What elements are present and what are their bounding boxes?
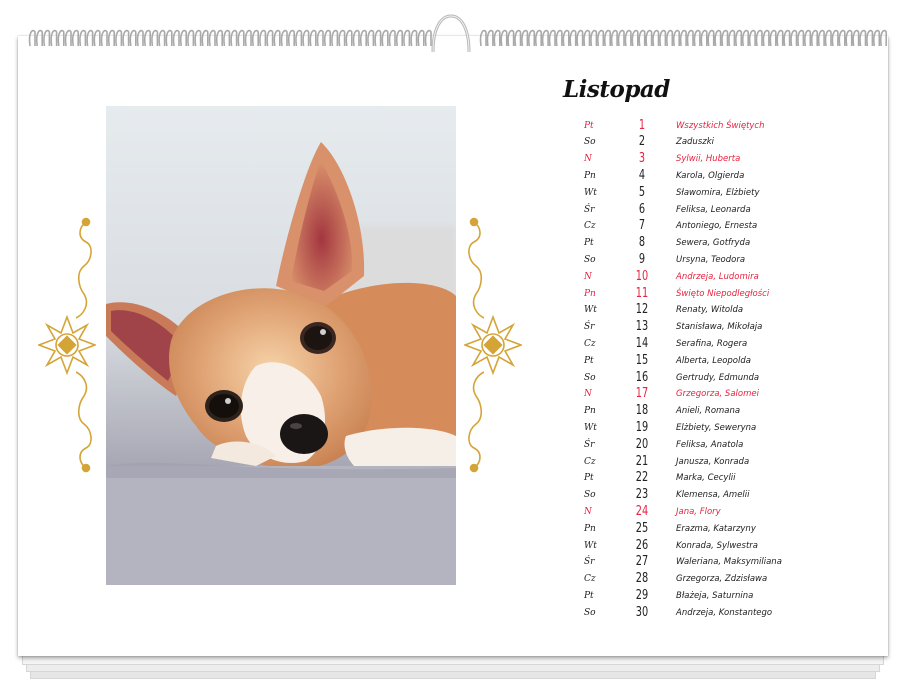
day-number: 17: [635, 386, 649, 402]
weekday-label: Wt: [584, 540, 597, 551]
hanger-hook: [428, 12, 474, 56]
weekday-label: Cz: [584, 338, 596, 349]
day-number: 29: [635, 587, 649, 603]
name-day-label: Klemensa, Amelii: [676, 490, 750, 501]
weekday-label: Pn: [584, 288, 596, 299]
day-number: 10: [635, 268, 649, 284]
name-day-label: Grzegorza, Salomei: [676, 389, 759, 400]
weekday-label: Pt: [584, 590, 594, 601]
day-row: [580, 470, 880, 487]
weekday-label: N: [584, 389, 592, 400]
day-row: [580, 588, 880, 605]
weekday-label: Pt: [584, 120, 594, 131]
name-day-label: Karola, Olgierda: [676, 170, 745, 181]
name-day-label: Anieli, Romana: [676, 406, 741, 417]
day-row: [580, 571, 880, 588]
day-row: [580, 252, 880, 269]
day-number: 28: [635, 571, 649, 587]
day-number: 25: [635, 520, 649, 536]
name-day-label: Konrada, Sylwestra: [676, 540, 759, 551]
day-row: [580, 370, 880, 387]
weekday-label: Wt: [584, 422, 597, 433]
day-number: 18: [635, 403, 649, 419]
day-number: 2: [638, 134, 646, 150]
weekday-label: N: [584, 506, 592, 517]
day-number: 26: [635, 537, 649, 553]
name-day-label: Alberta, Leopolda: [676, 355, 751, 366]
weekday-label: Śr: [584, 557, 595, 568]
day-row: [580, 235, 880, 252]
weekday-label: Wt: [584, 305, 597, 316]
weekday-label: So: [584, 254, 596, 265]
name-day-label: Sylwii, Huberta: [676, 154, 741, 165]
day-row: [580, 605, 880, 622]
day-number: 6: [638, 201, 646, 217]
name-day-label: Andrzeja, Konstantego: [676, 607, 773, 618]
name-day-label: Feliksa, Leonarda: [676, 204, 751, 215]
day-row: [580, 487, 880, 504]
name-day-label: Marka, Cecylii: [676, 473, 736, 484]
name-day-label: Andrzeja, Ludomira: [676, 271, 759, 282]
day-row: [580, 403, 880, 420]
name-day-label: Stanisława, Mikołaja: [676, 322, 763, 333]
day-number: 16: [635, 369, 649, 385]
gold-ornament-left: [38, 214, 96, 476]
name-day-label: Sławomira, Elżbiety: [676, 187, 760, 198]
day-number: 7: [638, 218, 646, 234]
weekday-label: So: [584, 372, 596, 383]
name-day-label: Święto Niepodległości: [676, 288, 770, 299]
day-row: [580, 336, 880, 353]
day-row: [580, 504, 880, 521]
day-row: [580, 218, 880, 235]
weekday-label: Cz: [584, 221, 596, 232]
day-row: [580, 134, 880, 151]
weekday-label: Cz: [584, 574, 596, 585]
weekday-label: Pn: [584, 170, 596, 181]
day-number: 12: [635, 302, 649, 318]
name-day-label: Antoniego, Ernesta: [676, 221, 758, 232]
day-row: [580, 202, 880, 219]
day-number: 24: [635, 503, 649, 519]
day-row: [580, 286, 880, 303]
name-day-label: Gertrudy, Edmunda: [676, 372, 760, 383]
weekday-label: Cz: [584, 456, 596, 467]
dog-photo: [106, 106, 456, 585]
day-number: 22: [635, 470, 649, 486]
weekday-label: N: [584, 271, 592, 282]
name-day-label: Renaty, Witolda: [676, 305, 744, 316]
weekday-label: Wt: [584, 187, 597, 198]
day-row: [580, 386, 880, 403]
name-day-label: Janusza, Konrada: [676, 456, 750, 467]
day-row: [580, 319, 880, 336]
weekday-label: Pt: [584, 473, 594, 484]
day-row: [580, 185, 880, 202]
day-number: 8: [638, 235, 646, 251]
day-number: 4: [638, 167, 646, 183]
name-day-label: Serafina, Rogera: [676, 338, 748, 349]
day-row: [580, 437, 880, 454]
day-number: 20: [635, 436, 649, 452]
name-day-label: Zaduszki: [676, 137, 714, 148]
weekday-label: So: [584, 490, 596, 501]
name-day-label: Erazma, Katarzyny: [676, 523, 756, 534]
weekday-label: N: [584, 154, 592, 165]
day-row: [580, 302, 880, 319]
day-number: 9: [638, 251, 646, 267]
weekday-label: Pn: [584, 523, 596, 534]
gold-ornament-right: [464, 214, 522, 476]
day-number: 30: [635, 604, 649, 620]
name-day-label: Wszystkich Świętych: [676, 120, 765, 131]
day-number: 27: [635, 554, 649, 570]
day-row: [580, 454, 880, 471]
day-row: [580, 538, 880, 555]
weekday-label: So: [584, 137, 596, 148]
month-title: Listopad: [563, 76, 670, 103]
weekday-label: Pn: [584, 406, 596, 417]
day-number: 19: [635, 419, 649, 435]
day-number: 11: [635, 285, 649, 301]
name-day-label: Sewera, Gotfryda: [676, 238, 751, 249]
weekday-label: Śr: [584, 322, 595, 333]
name-day-label: Błażeja, Saturnina: [676, 590, 754, 601]
day-number: 1: [638, 117, 646, 133]
day-number: 5: [638, 184, 646, 200]
weekday-label: Pt: [584, 238, 594, 249]
day-row: [580, 269, 880, 286]
day-row: [580, 151, 880, 168]
day-number: 13: [635, 319, 649, 335]
name-day-label: Waleriana, Maksymiliana: [676, 557, 782, 568]
day-row: [580, 168, 880, 185]
name-day-label: Feliksa, Anatola: [676, 439, 744, 450]
day-row: [580, 554, 880, 571]
day-row: [580, 353, 880, 370]
weekday-label: Pt: [584, 355, 594, 366]
weekday-label: Śr: [584, 204, 595, 215]
day-number: 23: [635, 487, 649, 503]
name-day-label: Ursyna, Teodora: [676, 254, 746, 265]
day-number: 14: [635, 335, 649, 351]
day-row: [580, 118, 880, 135]
name-day-label: Jana, Flory: [676, 506, 721, 517]
weekday-label: So: [584, 607, 596, 618]
day-number: 3: [638, 151, 646, 167]
name-day-label: Elżbiety, Seweryna: [676, 422, 757, 433]
day-row: [580, 420, 880, 437]
weekday-label: Śr: [584, 439, 595, 450]
day-number: 21: [635, 453, 649, 469]
day-number: 15: [635, 352, 649, 368]
name-day-label: Grzegorza, Zdzisława: [676, 574, 768, 585]
day-row: [580, 521, 880, 538]
